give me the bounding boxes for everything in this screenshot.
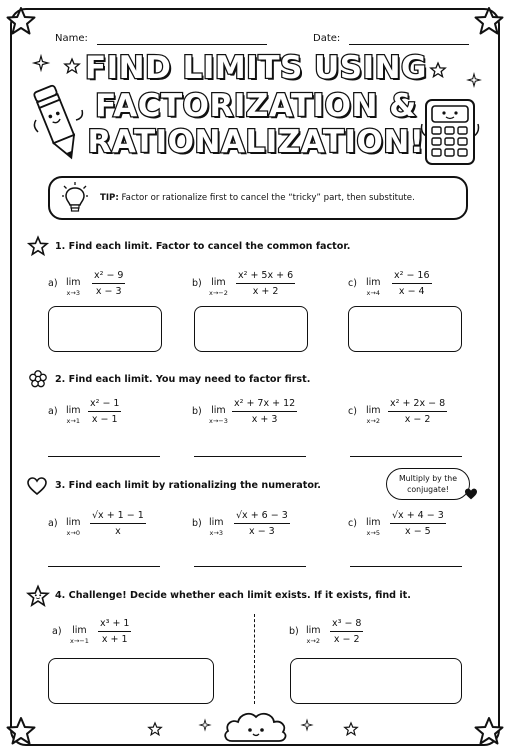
denominator: x − 1 <box>91 414 118 425</box>
fraction <box>388 398 447 425</box>
fraction <box>92 270 125 297</box>
problem-label: c) <box>348 406 357 417</box>
numerator: √x + 4 − 3 <box>390 510 446 524</box>
numerator: x² − 16 <box>392 270 432 284</box>
numerator: x² + 7x + 12 <box>232 398 297 412</box>
answer-box[interactable] <box>290 658 462 704</box>
answer-box[interactable] <box>48 306 162 352</box>
limit-operator: lim x→3 <box>66 277 81 297</box>
limit-operator: lim x→−3 <box>209 405 228 425</box>
star-icon <box>6 6 36 36</box>
denominator: x − 3 <box>249 526 275 537</box>
answer-line[interactable] <box>350 456 462 457</box>
star-icon <box>148 722 162 736</box>
problem-label: a) <box>48 406 58 417</box>
section-number: 3. <box>55 480 66 491</box>
section-2-title <box>55 374 310 385</box>
limit-operator: lim x→−1 <box>70 625 89 645</box>
name-field[interactable] <box>55 26 267 45</box>
fraction <box>90 510 146 537</box>
limit-operator: lim x→2 <box>366 405 381 425</box>
limit-operator: lim x→2 <box>306 625 321 645</box>
sparkle-icon <box>34 56 48 70</box>
hint-bubble: Multiply by the conjugate! <box>386 468 470 500</box>
fraction <box>234 510 290 537</box>
limit-operator: lim x→1 <box>66 405 81 425</box>
numerator: x³ + 1 <box>98 618 131 632</box>
limit-operator: lim x→−2 <box>209 277 228 297</box>
sparkle-icon <box>200 720 210 730</box>
denominator: x − 2 <box>404 414 431 425</box>
fraction <box>88 398 121 425</box>
denominator: x − 5 <box>405 526 431 537</box>
answer-line[interactable] <box>194 456 306 457</box>
problem-label: a) <box>52 626 62 637</box>
title-line-1: FIND LIMITS USING <box>84 50 428 86</box>
tip-body: Factor or rationalize first to cancel the “tricky” part, then substitute. <box>121 193 415 203</box>
fraction <box>330 618 363 645</box>
fraction <box>390 510 446 537</box>
section-1-title <box>55 241 350 252</box>
tip-label: TIP: <box>100 193 119 203</box>
limit-subscript: x→−1 <box>70 637 89 645</box>
fraction <box>232 398 297 425</box>
limit-subscript: x→1 <box>66 417 80 425</box>
section-text: Find each limit by rationalizing the numerator. <box>68 480 321 491</box>
section-text: Find each limit. You may need to factor first. <box>68 374 311 385</box>
problem-label: b) <box>192 518 202 529</box>
sparkle-icon <box>302 720 312 730</box>
section-4-title <box>55 590 411 601</box>
lightbulb-icon <box>62 182 88 216</box>
heart-icon <box>464 488 478 500</box>
answer-line[interactable] <box>48 566 160 567</box>
answer-box[interactable] <box>48 658 214 704</box>
section-number: 1. <box>55 241 66 252</box>
problem-label: b) <box>192 278 202 289</box>
numerator: x² + 5x + 6 <box>236 270 295 284</box>
limit-subscript: x→−3 <box>209 417 228 425</box>
heart-icon <box>27 477 47 495</box>
title-line-2: FACTORIZATION & <box>95 88 417 124</box>
denominator: x + 2 <box>252 286 279 297</box>
sparkle-icon <box>468 74 480 86</box>
dashed-divider <box>254 614 255 704</box>
section-number: 4. <box>55 590 66 601</box>
limit-subscript: x→2 <box>366 417 380 425</box>
limit-subscript: x→3 <box>209 529 223 537</box>
numerator: √x + 1 − 1 <box>90 510 146 524</box>
name-label: Name: <box>55 33 88 44</box>
numerator: √x + 6 − 3 <box>234 510 290 524</box>
calculator-mascot-icon <box>418 96 482 168</box>
fraction <box>392 270 432 297</box>
numerator: x³ − 8 <box>330 618 363 632</box>
denominator: x − 3 <box>95 286 122 297</box>
fraction <box>236 270 295 297</box>
limit-subscript: x→2 <box>306 637 320 645</box>
star-icon <box>6 716 36 746</box>
section-number: 2. <box>55 374 66 385</box>
problem-label: c) <box>348 518 357 529</box>
answer-line[interactable] <box>350 566 462 567</box>
star-icon <box>474 6 504 36</box>
numerator: x² − 1 <box>88 398 121 412</box>
denominator: x − 4 <box>398 286 425 297</box>
star-face-icon <box>27 585 49 607</box>
numerator: x² − 9 <box>92 270 125 284</box>
denominator: x + 1 <box>101 634 128 645</box>
limit-subscript: x→−2 <box>209 289 228 297</box>
limit-operator: lim x→3 <box>209 517 224 537</box>
flower-icon <box>29 370 47 388</box>
problem-label: b) <box>192 406 202 417</box>
fraction <box>98 618 131 645</box>
pencil-mascot-icon <box>28 78 88 166</box>
problem-label: c) <box>348 278 357 289</box>
numerator: x² + 2x − 8 <box>388 398 447 412</box>
star-icon <box>28 236 48 256</box>
answer-box[interactable] <box>348 306 462 352</box>
limit-subscript: x→5 <box>366 529 380 537</box>
star-icon <box>474 716 504 746</box>
star-icon <box>64 58 80 74</box>
date-field[interactable] <box>313 26 469 45</box>
limit-operator: lim x→4 <box>366 277 381 297</box>
cloud-mascot-icon <box>222 708 290 744</box>
answer-line[interactable] <box>48 456 160 457</box>
tip-text <box>100 193 415 203</box>
star-icon <box>430 62 446 78</box>
section-text: Find each limit. Factor to cancel the common factor. <box>68 241 351 252</box>
section-text: Challenge! Decide whether each limit exists. If it exists, find it. <box>68 590 411 601</box>
denominator: x + 3 <box>251 414 278 425</box>
problem-label: a) <box>48 518 58 529</box>
denominator: x <box>115 526 121 537</box>
limit-subscript: x→0 <box>66 529 80 537</box>
answer-line[interactable] <box>194 566 306 567</box>
answer-box[interactable] <box>194 306 308 352</box>
star-icon <box>344 722 358 736</box>
limit-subscript: x→4 <box>366 289 380 297</box>
section-3-title <box>55 480 321 491</box>
problem-label: a) <box>48 278 58 289</box>
limit-operator: lim x→0 <box>66 517 81 537</box>
limit-subscript: x→3 <box>66 289 80 297</box>
denominator: x − 2 <box>333 634 360 645</box>
title-line-3: RATIONALIZATION! <box>87 124 425 160</box>
problem-label: b) <box>289 626 299 637</box>
limit-operator: lim x→5 <box>366 517 381 537</box>
date-label: Date: <box>313 33 341 44</box>
